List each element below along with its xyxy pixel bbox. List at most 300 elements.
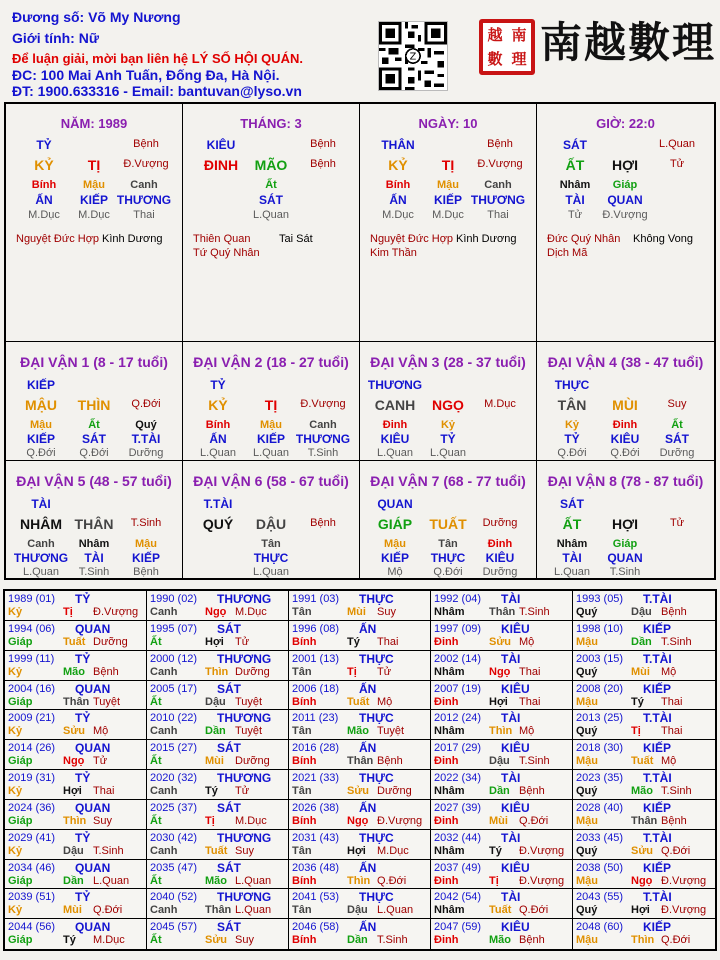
hidden-phase: Dưỡng — [482, 566, 518, 578]
year-star: THỰC — [359, 890, 394, 905]
year-label: 2028 (40) — [576, 801, 624, 814]
year-cell — [147, 621, 289, 651]
year-stem: Quý — [576, 725, 598, 738]
year-star: QUAN — [75, 621, 111, 636]
year-branch: Tị — [63, 606, 73, 618]
pillar-3 — [360, 104, 537, 342]
year-phase: Q.Đới — [661, 934, 691, 947]
hidden-star: SÁT — [82, 432, 106, 446]
year-star: T.TÀI — [643, 592, 672, 606]
hidden-star: KIẾP — [79, 193, 109, 207]
year-phase: Đ.Vượng — [377, 814, 423, 827]
dai-van-7 — [360, 461, 537, 580]
hidden-phase: Q.Đới — [610, 447, 640, 459]
year-label: 2019 (31) — [8, 772, 56, 784]
year-star: TÀI — [501, 771, 521, 785]
year-label: 2030 (42) — [150, 831, 198, 844]
year-stem: Đinh — [434, 695, 459, 708]
year-cell — [573, 919, 715, 949]
year-cell — [289, 681, 431, 711]
year-cell — [289, 919, 431, 949]
hidden-stem: Mậu — [83, 179, 105, 191]
year-phase: Đ.Vượng — [661, 874, 707, 887]
year-branch: Sửu — [347, 785, 370, 797]
year-branch: Tị — [205, 814, 215, 827]
earthly-branch: TỊ — [441, 157, 455, 173]
year-cell — [5, 591, 147, 621]
year-stem: Canh — [150, 606, 178, 618]
earthly-branch: DẬU — [255, 516, 287, 532]
year-label: 2035 (47) — [150, 861, 198, 874]
hidden-phase: M.Dục — [382, 209, 414, 221]
year-branch: Mùi — [631, 665, 650, 678]
year-label: 1992 (04) — [434, 593, 482, 605]
year-cell — [5, 860, 147, 890]
hidden-stem: Nhâm — [78, 538, 110, 550]
year-stem: Đinh — [434, 635, 459, 648]
year-phase: Dưỡng — [235, 755, 270, 768]
year-cell — [147, 860, 289, 890]
year-stem: Canh — [150, 904, 178, 917]
year-phase: Đ.Vượng — [519, 874, 565, 887]
year-star: ẤN — [359, 920, 377, 935]
heavenly-stem: KỶ — [388, 157, 408, 173]
year-cell — [431, 770, 573, 800]
year-label: 2036 (48) — [292, 861, 340, 874]
year-phase: Tuyệt — [93, 695, 121, 708]
year-branch: Sửu — [489, 635, 512, 648]
hidden-star: KIẾP — [256, 432, 286, 446]
year-branch: Thân — [489, 606, 516, 618]
phase: Đ.Vượng — [300, 398, 346, 410]
year-branch: Thìn — [205, 665, 229, 678]
year-star: QUAN — [75, 860, 111, 875]
main-star: THƯƠNG — [367, 378, 423, 392]
year-branch: Tuất — [489, 904, 512, 917]
pillar-title: GIỜ: 22:0 — [596, 116, 655, 131]
year-phase: Dưỡng — [93, 635, 128, 648]
pillar-title: NĂM: 1989 — [60, 116, 128, 131]
year-label: 2000 (12) — [150, 652, 198, 665]
year-cell — [289, 651, 431, 681]
year-branch: Mão — [347, 725, 369, 738]
bazi-chart — [4, 102, 716, 580]
hidden-phase: Mộ — [387, 566, 403, 578]
hidden-stem: Mậu — [437, 179, 459, 191]
header-info — [12, 9, 372, 99]
year-star: SÁT — [217, 681, 241, 696]
year-stem: Canh — [150, 785, 178, 797]
year-label: 2010 (22) — [150, 712, 198, 725]
heavenly-stem: CANH — [374, 397, 416, 413]
year-cell — [431, 591, 573, 621]
year-label: 2012 (24) — [434, 712, 482, 725]
year-phase: Tử — [377, 665, 392, 678]
year-stem: Kỷ — [8, 904, 23, 917]
year-stem: Tân — [292, 844, 312, 857]
year-phase: Mộ — [377, 695, 393, 708]
earthly-branch: MÃO — [254, 157, 288, 173]
logo-title: 南越數理 — [540, 18, 717, 67]
year-label: 2009 (21) — [8, 712, 56, 725]
top-phase: Bệnh — [310, 138, 336, 150]
year-label: 1993 (05) — [576, 593, 624, 605]
year-label: 1991 (03) — [292, 593, 340, 605]
year-branch: Thân — [347, 755, 374, 768]
year-branch: Ngọ — [489, 665, 511, 678]
hidden-stem: Ất — [671, 419, 683, 431]
year-label: 2027 (39) — [434, 801, 482, 814]
year-phase: Tử — [93, 755, 108, 768]
phase: Tử — [669, 158, 685, 170]
main-star: SÁT — [560, 497, 584, 511]
year-phase: Tuyệt — [235, 695, 263, 708]
year-label: 2039 (51) — [8, 891, 56, 904]
hidden-star: THƯƠNG — [470, 193, 526, 207]
year-phase: Suy — [235, 934, 254, 947]
year-branch: Mùi — [347, 606, 366, 618]
year-branch: Tị — [489, 874, 499, 887]
year-branch: Dần — [63, 874, 84, 887]
year-label: 2014 (26) — [8, 742, 56, 755]
year-cell — [289, 770, 431, 800]
hidden-star: KIÊU — [380, 432, 410, 446]
year-label: 1998 (10) — [576, 622, 624, 635]
hidden-star: SÁT — [665, 432, 689, 446]
year-stem: Giáp — [8, 814, 33, 827]
hidden-stem: Kỷ — [440, 419, 456, 431]
year-stem: Nhâm — [434, 844, 465, 857]
shen-sha: Kình Dương — [102, 233, 163, 245]
year-cell — [289, 800, 431, 830]
year-stem: Đinh — [434, 874, 459, 887]
year-cell — [289, 860, 431, 890]
year-stem: Bính — [292, 755, 317, 768]
year-phase: M.Dục — [235, 814, 267, 827]
red-seal-logo: 越 南 數 理 — [479, 19, 535, 75]
year-stem: Giáp — [8, 695, 33, 708]
year-stem: Nhâm — [434, 606, 465, 618]
year-cell — [573, 621, 715, 651]
hidden-star: THỰC — [430, 551, 466, 565]
year-label: 2041 (53) — [292, 891, 340, 904]
hidden-phase: Thai — [487, 209, 509, 221]
hidden-phase: Đ.Vượng — [602, 209, 648, 221]
hidden-star: THƯƠNG — [13, 551, 69, 565]
heavenly-stem: ẤT — [562, 516, 582, 532]
hidden-phase: Dưỡng — [659, 447, 695, 459]
year-star: KIẾP — [643, 800, 672, 815]
phase: Q.Đới — [131, 398, 161, 410]
year-phase: Thai — [377, 635, 399, 648]
year-branch: Tý — [63, 934, 76, 947]
year-label: 2007 (19) — [434, 682, 482, 695]
year-phase: Q.Đới — [519, 814, 549, 827]
address: ĐC: 100 Mai Anh Tuấn, Đống Đa, Hà Nội. — [12, 67, 280, 83]
year-cell — [573, 681, 715, 711]
year-stem: Bính — [292, 635, 317, 648]
year-star: THỰC — [359, 771, 394, 785]
year-phase: Đ.Vượng — [519, 844, 565, 857]
year-cell — [147, 889, 289, 919]
year-label: 2004 (16) — [8, 682, 56, 695]
main-star: SÁT — [563, 138, 587, 152]
shen-sha: Kình Dương — [456, 233, 517, 245]
hidden-star: TÀI — [84, 551, 104, 565]
year-star: THƯƠNG — [217, 771, 272, 785]
year-phase: M.Dục — [377, 844, 409, 857]
dai-van-title: ĐẠI VẬN 2 (18 - 27 tuổi) — [193, 354, 349, 370]
year-phase: Q.Đới — [377, 874, 407, 887]
year-branch: Dậu — [631, 606, 652, 618]
heavenly-stem: ẤT — [565, 157, 585, 173]
year-label: 2021 (33) — [292, 772, 340, 784]
hidden-phase: M.Dục — [28, 209, 60, 221]
year-phase: Mộ — [519, 725, 535, 738]
shen-sha: Tứ Quý Nhân — [193, 247, 260, 259]
year-cell — [573, 710, 715, 740]
year-phase: L.Quan — [235, 874, 272, 887]
hidden-star: KIÊU — [610, 432, 640, 446]
year-label: 2047 (59) — [434, 921, 482, 934]
year-cell — [573, 860, 715, 890]
main-star: TỶ — [210, 378, 226, 392]
phase: Bệnh — [310, 517, 336, 529]
year-stem: Mậu — [576, 934, 598, 947]
year-stem: Kỷ — [8, 785, 23, 797]
year-branch: Dần — [205, 725, 226, 738]
year-star: KIÊU — [501, 860, 530, 875]
year-star: TỶ — [75, 890, 91, 905]
yearly-luck-table — [3, 589, 717, 951]
year-stem: Ất — [150, 635, 162, 648]
year-stem: Nhâm — [434, 725, 465, 738]
year-phase: Suy — [377, 606, 396, 618]
year-phase: T.Sinh — [377, 934, 408, 947]
year-cell — [147, 800, 289, 830]
year-label: 2045 (57) — [150, 921, 198, 934]
shen-sha: Nguyệt Đức Hợp — [370, 233, 454, 245]
year-stem: Giáp — [8, 755, 33, 768]
year-stem: Kỷ — [8, 606, 23, 618]
year-star: TÀI — [501, 830, 521, 845]
year-branch: Hợi — [347, 844, 366, 857]
year-cell — [5, 621, 147, 651]
year-stem: Quý — [576, 785, 598, 797]
year-cell — [431, 830, 573, 860]
year-star: TÀI — [501, 651, 521, 666]
year-cell — [147, 591, 289, 621]
year-label: 2015 (27) — [150, 742, 198, 755]
year-label: 2001 (13) — [292, 652, 340, 665]
year-phase: Bệnh — [519, 785, 545, 797]
year-cell — [573, 889, 715, 919]
hidden-phase: L.Quan — [553, 566, 591, 578]
year-stem: Nhâm — [434, 665, 465, 678]
year-star: THƯƠNG — [217, 890, 272, 905]
heavenly-stem: TÂN — [557, 397, 587, 413]
hidden-stem: Quý — [135, 419, 157, 431]
year-cell — [431, 740, 573, 770]
year-star: T.TÀI — [643, 771, 672, 785]
year-phase: Q.Đới — [519, 904, 549, 917]
year-cell — [431, 710, 573, 740]
hidden-stem: Bính — [385, 179, 411, 191]
year-branch: Dậu — [63, 844, 84, 857]
year-star: KIÊU — [501, 800, 530, 815]
year-star: THƯƠNG — [217, 830, 272, 845]
year-star: KIẾP — [643, 860, 672, 875]
year-stem: Canh — [150, 665, 178, 678]
year-phase: Tuyệt — [235, 725, 263, 738]
year-cell — [289, 830, 431, 860]
year-label: 2037 (49) — [434, 861, 482, 874]
year-branch: Ngọ — [347, 814, 369, 827]
year-star: ẤN — [359, 800, 377, 815]
earthly-branch: HỢI — [612, 516, 638, 532]
hidden-stem: Nhâm — [556, 538, 588, 550]
year-label: 2011 (23) — [292, 712, 339, 725]
qr-code-icon — [378, 21, 448, 91]
year-cell — [289, 710, 431, 740]
year-stem: Bính — [292, 874, 317, 887]
phase: Tử — [669, 517, 685, 529]
shen-sha: Thiên Quan — [193, 233, 251, 245]
year-cell — [5, 830, 147, 860]
earthly-branch: TUẤT — [429, 516, 467, 532]
hidden-phase: Bệnh — [133, 566, 159, 578]
year-phase: Q.Đới — [661, 844, 691, 857]
year-branch: Tý — [631, 695, 644, 708]
year-label: 2048 (60) — [576, 921, 624, 934]
year-label: 2029 (41) — [8, 831, 56, 844]
hidden-stem: Tân — [438, 538, 458, 550]
hidden-phase: L.Quan — [376, 447, 414, 459]
year-star: THƯƠNG — [217, 711, 272, 726]
hidden-star: KIẾP — [380, 551, 410, 565]
hidden-star: TÀI — [565, 193, 585, 207]
year-label: 2044 (56) — [8, 921, 56, 934]
hidden-phase: L.Quan — [429, 447, 467, 459]
year-star: TÀI — [501, 711, 521, 726]
year-star: KIẾP — [643, 621, 672, 636]
year-stem: Mậu — [576, 635, 598, 648]
year-label: 2032 (44) — [434, 831, 482, 844]
hidden-stem: Kỷ — [564, 419, 580, 431]
year-label: 2042 (54) — [434, 891, 482, 904]
year-branch: Tuất — [63, 635, 86, 648]
year-star: TỶ — [75, 651, 91, 666]
year-label: 2013 (25) — [576, 712, 624, 725]
hidden-phase: Thai — [133, 209, 155, 221]
year-branch: Ngọ — [631, 874, 653, 887]
heavenly-stem: NHÂM — [20, 516, 62, 532]
earthly-branch: MÙI — [612, 397, 638, 413]
year-branch: Tuất — [347, 695, 370, 708]
shen-sha: Tai Sát — [279, 233, 313, 245]
year-star: T.TÀI — [643, 830, 672, 845]
hidden-stem: Mậu — [30, 419, 52, 431]
year-phase: Thai — [519, 695, 541, 708]
year-star: KIÊU — [501, 621, 530, 636]
year-phase: Bệnh — [377, 755, 403, 768]
hidden-stem: Mậu — [384, 538, 406, 550]
year-branch: Ngọ — [205, 606, 227, 618]
top-phase: L.Quan — [658, 138, 696, 150]
year-star: THƯƠNG — [217, 651, 272, 666]
main-star: TỶ — [36, 138, 52, 152]
year-stem: Đinh — [434, 755, 459, 768]
year-branch: Thân — [205, 904, 232, 917]
hidden-phase: T.Sinh — [609, 566, 641, 578]
year-star: TÀI — [501, 890, 521, 905]
main-star: T.TÀI — [203, 497, 233, 511]
year-star: SÁT — [217, 920, 241, 935]
year-branch: Mão — [205, 874, 227, 887]
year-stem: Quý — [576, 844, 598, 857]
year-branch: Dần — [631, 635, 652, 648]
hidden-star: T.TÀI — [131, 432, 161, 446]
year-star: KIẾP — [643, 681, 672, 696]
year-branch: Hợi — [631, 904, 650, 917]
year-stem: Ất — [150, 934, 162, 947]
phase: Bệnh — [310, 158, 336, 170]
year-phase: L.Quan — [235, 904, 272, 917]
year-star: QUAN — [75, 741, 111, 756]
year-star: KIÊU — [501, 920, 530, 935]
dai-van-title: ĐẠI VẬN 3 (28 - 37 tuổi) — [370, 354, 526, 370]
year-stem: Tân — [292, 665, 312, 678]
hidden-stem: Ất — [265, 179, 277, 191]
top-phase: Bệnh — [133, 138, 159, 150]
year-stem: Bính — [292, 695, 317, 708]
hidden-phase: Q.Đới — [26, 447, 56, 459]
year-stem: Đinh — [434, 934, 459, 947]
year-stem: Ất — [150, 874, 162, 887]
earthly-branch: TỊ — [264, 397, 278, 413]
hidden-stem: Canh — [130, 179, 158, 191]
year-star: QUAN — [75, 681, 111, 696]
year-cell — [5, 889, 147, 919]
pillar-2 — [183, 104, 360, 342]
year-label: 1995 (07) — [150, 622, 198, 635]
year-branch: Thìn — [489, 725, 513, 738]
hidden-phase: Q.Đới — [557, 447, 587, 459]
dai-van-title: ĐẠI VẬN 1 (8 - 17 tuổi) — [20, 354, 168, 370]
main-star: TÀI — [31, 497, 51, 511]
earthly-branch: THÌN — [77, 397, 111, 413]
year-branch: Mão — [631, 785, 653, 797]
year-branch: Sửu — [205, 934, 228, 947]
shen-sha: Dịch Mã — [547, 247, 588, 259]
year-star: ẤN — [359, 741, 377, 756]
year-stem: Nhâm — [434, 785, 465, 797]
year-stem: Tân — [292, 904, 312, 917]
year-star: SÁT — [217, 860, 241, 875]
year-branch: Mùi — [63, 904, 82, 917]
earthly-branch: HỢI — [612, 157, 638, 173]
year-label: 2023 (35) — [576, 772, 624, 784]
phase: Đ.Vượng — [477, 158, 523, 170]
year-cell — [5, 919, 147, 949]
hidden-star: ẤN — [389, 193, 407, 207]
hidden-phase: Q.Đới — [79, 447, 109, 459]
year-label: 2017 (29) — [434, 742, 482, 755]
year-branch: Dần — [347, 934, 368, 947]
year-stem: Bính — [292, 934, 317, 947]
year-branch: Hợi — [63, 785, 82, 797]
year-star: KIÊU — [501, 681, 530, 696]
